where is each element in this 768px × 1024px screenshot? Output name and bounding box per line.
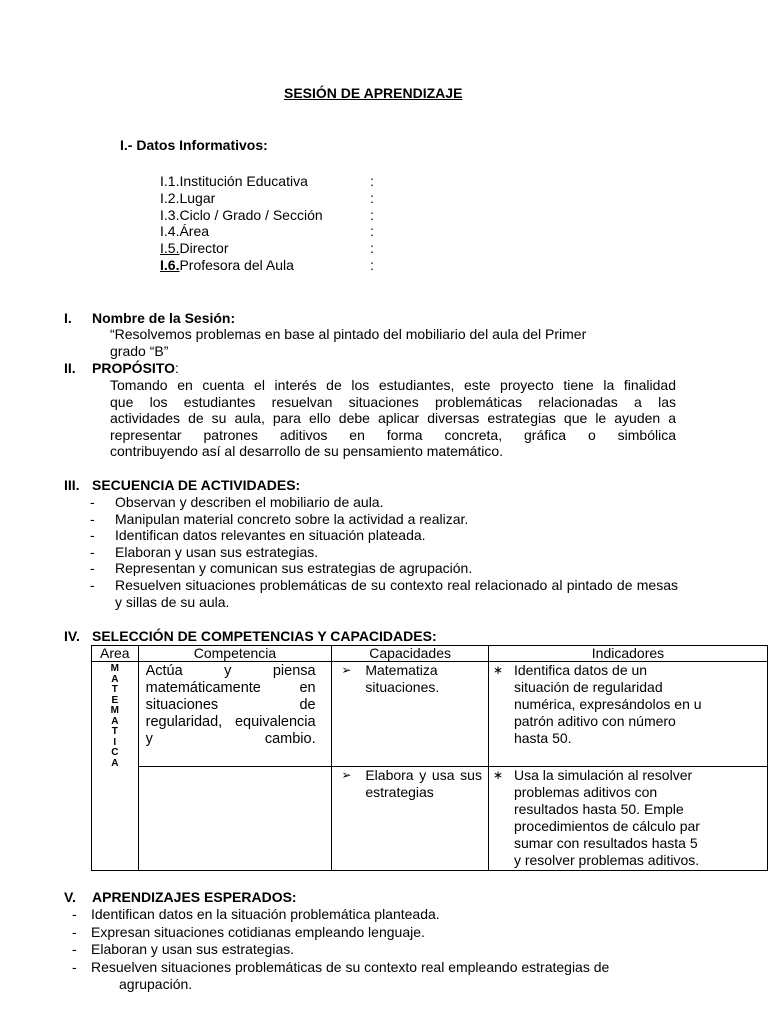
indicador-cell (488, 662, 767, 767)
table-header-row (92, 646, 768, 662)
info-colon: : (370, 173, 374, 189)
info-row-area (160, 223, 374, 239)
indicador-line: resultados hasta 50. Emple (513, 801, 684, 817)
dash-bullet: - (90, 510, 95, 527)
star-bullet-icon: ∗ (492, 663, 504, 677)
competencia-cell (138, 662, 332, 767)
proposito-line: que los estudiantes resuelvan situaciones problemáticas relacionadas a las (110, 393, 676, 410)
aprendizajes-heading: APRENDIZAJES ESPERADOS: (92, 889, 297, 905)
info-row-profesora (160, 257, 374, 273)
info-label: Director (179, 240, 229, 256)
list-item-text: Identifican datos en la situación problemática planteada. (91, 906, 440, 922)
dash-bullet: - (72, 906, 77, 922)
list-item (72, 924, 678, 942)
section-number: V. (64, 889, 76, 905)
info-num: I.2. (160, 190, 180, 206)
list-item-text: Expresan situaciones cotidianas empleando lenguaje. (91, 923, 425, 940)
star-bullet-icon: ∗ (492, 768, 504, 782)
capacidad-cell (332, 662, 489, 767)
indicador-cell (488, 767, 767, 871)
proposito-line: contribuyendo así al desarrollo de su pensamiento matemático. (110, 443, 503, 460)
info-num: I.5. (160, 240, 180, 256)
list-item (90, 511, 678, 528)
proposito-heading-wrap (92, 360, 179, 376)
info-colon: : (370, 223, 374, 239)
info-label: Lugar (179, 190, 216, 206)
competencia-text: Actúa y piensa matemáticamente en situaciones de regularidad, equivalencia y cambio. (145, 663, 316, 747)
capacidad-text: Elabora y usa sus estrategias (365, 767, 482, 800)
aprendizajes-list (72, 906, 678, 994)
indicador-line: procedimientos de cálculo par (513, 818, 700, 834)
area-letter: I (113, 736, 117, 748)
dash-bullet: - (90, 527, 95, 544)
info-row-director (160, 240, 374, 256)
section-number: I. (64, 310, 72, 326)
info-colon: : (370, 207, 374, 223)
info-num: I.6. (160, 257, 180, 273)
area-letter: E (111, 694, 119, 706)
info-colon: : (370, 257, 374, 273)
table-row (92, 662, 768, 767)
area-letter: M (110, 663, 119, 674)
info-colon: : (370, 190, 374, 206)
arrow-bullet-icon: ➢ (341, 663, 352, 677)
area-letter: T (111, 684, 118, 695)
list-item-text: Resuelven situaciones problemáticas de su contexto real empleando estrategias de (91, 958, 610, 975)
list-item (72, 906, 678, 924)
indicador-line: problemas aditivos con (513, 784, 658, 800)
list-item-text: Manipulan material concreto sobre la actividad a realizar. (115, 510, 469, 527)
info-colon: : (370, 240, 374, 256)
list-item-text: Representan y comunican sus estrategias de agrupación. (115, 560, 473, 577)
area-letter: M (110, 705, 119, 716)
section-number: IV. (64, 628, 80, 644)
nombre-line-2: grado “B” (110, 343, 169, 359)
list-item-text: Elaboran y usan sus estrategias. (115, 543, 319, 560)
list-item-text-continued: agrupación. (119, 976, 193, 992)
area-letter: C (111, 747, 119, 758)
proposito-paragraph (110, 377, 676, 460)
info-label: Profesora del Aula (179, 257, 294, 273)
dash-bullet: - (72, 941, 77, 957)
arrow-bullet-icon: ➢ (341, 768, 352, 782)
capacidad-text: Matematiza situaciones. (365, 662, 440, 695)
header-indicadores: Indicadores (488, 646, 767, 662)
info-row-lugar (160, 190, 374, 206)
competencia-cell-empty (138, 767, 332, 871)
list-item-text: Observan y describen el mobiliario de aula. (115, 494, 384, 510)
secuencia-heading: SECUENCIA DE ACTIVIDADES: (92, 477, 301, 493)
table-row (92, 767, 768, 871)
dash-bullet: - (90, 543, 95, 560)
proposito-line: representar patrones aditivos en forma concreta, gráfica o simbólica (110, 426, 676, 443)
proposito-line: actividades de su aula, para ello debe aplicar diversas estrategias que le ayuden a (110, 410, 676, 427)
info-row-institucion (160, 173, 374, 189)
list-item-text: Identifican datos relevantes en situación plateada. (115, 527, 426, 544)
indicador-line: hasta 50. (513, 730, 572, 746)
indicador-line: numérica, expresándolos en u (513, 696, 702, 712)
proposito-line: Tomando en cuenta el interés de los estudiantes, este proyecto tiene la finalidad (110, 377, 676, 393)
indicador-line: situación de regularidad (513, 679, 663, 695)
nombre-heading: Nombre de la Sesión: (92, 310, 236, 326)
header-capacidades: Capacidades (332, 646, 489, 662)
seleccion-heading: SELECCIÓN DE COMPETENCIAS Y CAPACIDADES: (92, 628, 437, 644)
info-label: Institución Educativa (179, 173, 308, 189)
area-letter: T (111, 726, 118, 737)
info-num: I.4. (160, 223, 180, 239)
nombre-line-1: “Resolvemos problemas en base al pintado del mobiliario del aula del Primer (110, 326, 587, 342)
section-number: III. (64, 477, 80, 493)
dash-bullet: - (72, 923, 77, 940)
info-label: Ciclo / Grado / Sección (179, 207, 323, 223)
competencias-table (91, 645, 768, 871)
capacidad-cell (332, 767, 489, 871)
area-letter: A (111, 673, 119, 685)
list-item (90, 577, 678, 610)
section-number: II. (64, 360, 76, 376)
list-item-text: Elaboran y usan sus estrategias. (91, 941, 295, 957)
proposito-colon: : (174, 360, 179, 376)
area-cell (92, 662, 139, 871)
list-item (90, 544, 678, 561)
list-item (90, 560, 678, 577)
list-item-text: Resuelven situaciones problemáticas de su contexto real relacionado al pintado de mesas y sillas de su aula. (115, 576, 678, 610)
info-row-ciclo (160, 207, 374, 223)
header-competencia: Competencia (138, 646, 332, 662)
info-label: Área (179, 223, 210, 239)
info-num: I.3. (160, 207, 180, 223)
info-num: I.1. (160, 173, 180, 189)
indicador-line: Usa la simulación al resolver (513, 767, 693, 783)
secuencia-list (90, 494, 678, 610)
dash-bullet: - (72, 958, 77, 975)
indicador-line: sumar con resultados hasta 5 (513, 835, 698, 851)
dash-bullet: - (90, 576, 95, 593)
page-title: SESIÓN DE APRENDIZAJE (284, 85, 463, 101)
indicador-line: y resolver problemas aditivos. (513, 852, 700, 868)
indicador-line: Identifica datos de un (513, 662, 648, 678)
area-letter: A (111, 715, 119, 727)
datos-heading: I.- Datos Informativos: (120, 137, 268, 153)
list-item (90, 527, 678, 544)
header-area: Area (92, 646, 139, 662)
indicador-line: patrón aditivo con número (513, 713, 676, 729)
dash-bullet: - (90, 494, 95, 510)
proposito-heading: PROPÓSITO (92, 360, 175, 376)
list-item (72, 941, 678, 959)
area-letter: A (111, 757, 119, 769)
dash-bullet: - (90, 560, 95, 577)
list-item (90, 494, 678, 511)
list-item (72, 959, 678, 994)
